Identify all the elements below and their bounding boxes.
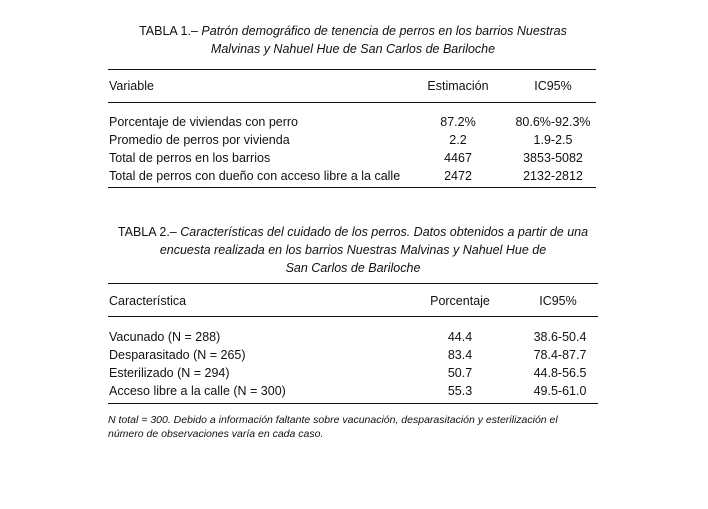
table2-header-rule: [108, 316, 598, 317]
table2-header-caracteristica: Característica: [109, 294, 187, 308]
table1-row3-ci: 3853-5082: [523, 151, 583, 165]
table2-bottom-rule: [108, 403, 598, 404]
table2-caption-lead: TABLA 2.–: [117, 225, 177, 239]
table1-row4-ci: 2132-2812: [523, 169, 583, 183]
table1-row2-value: 2.2: [449, 133, 467, 147]
table2-caption: [106, 223, 600, 277]
table1-top-rule: [108, 69, 596, 70]
table1-row1-ci: 80.6%-92.3%: [515, 115, 591, 129]
table1-row4-value: 2472: [444, 169, 472, 183]
table2-row1-ci: 38.6-50.4: [533, 330, 587, 344]
table2-header-porcentaje: Porcentaje: [430, 294, 490, 308]
table1-row2-label: Promedio de perros por vivienda: [109, 133, 290, 147]
table2-row3-ci: 44.8-56.5: [533, 366, 587, 380]
table2-row4-ci: 49.5-61.0: [533, 384, 587, 398]
table1-row1-label: Porcentaje de viviendas con perro: [109, 115, 299, 129]
table1-header-ic95: IC95%: [534, 79, 572, 93]
table2-header-ic95: IC95%: [539, 294, 577, 308]
table1-caption-line2: Malvinas y Nahuel Hue de San Carlos de Bariloche: [210, 42, 496, 56]
table2-caption-line2: encuesta realizada en los barrios Nuestras Malvinas y Nahuel Hue de: [159, 243, 547, 257]
table2-row4-label: Acceso libre a la calle (N = 300): [109, 384, 286, 398]
table1-bottom-rule: [108, 187, 596, 188]
table1-caption: [108, 22, 598, 58]
table2-row2-value: 83.4: [447, 348, 473, 362]
table1-caption-lead: TABLA 1.–: [139, 24, 198, 38]
table2-row1-label: Vacunado (N = 288): [109, 330, 221, 344]
table2-footnote: [108, 413, 604, 441]
table2-footnote-line1: N total = 300. Debido a información faltante sobre vacunación, desparasitación y esterilización el: [108, 414, 558, 426]
table2-top-rule: [108, 283, 598, 284]
table2-caption-line1: TABLA 2.– Características del cuidado de los perros. Datos obtenidos a partir de una: [117, 225, 589, 239]
table2-row2-ci: 78.4-87.7: [533, 348, 587, 362]
table1-row2-ci: 1.9-2.5: [533, 133, 573, 147]
table1-header-rule: [108, 102, 596, 103]
table1-caption-line1: TABLA 1.– Patrón demográfico de tenencia de perros en los barrios Nuestras: [139, 24, 567, 38]
table1-row4-label: Total de perros con dueño con acceso libre a la calle: [109, 169, 401, 183]
table2-footnote-line2: número de observaciones varía en cada caso.: [108, 428, 324, 440]
table1-header-variable: Variable: [109, 79, 154, 93]
table2-row3-value: 50.7: [447, 366, 473, 380]
table1-row3-value: 4467: [444, 151, 472, 165]
table1-header-estimacion: Estimación: [427, 79, 489, 93]
table2-row1-value: 44.4: [447, 330, 473, 344]
table2-row3-label: Esterilizado (N = 294): [109, 366, 230, 380]
table2-row4-value: 55.3: [447, 384, 473, 398]
table2-caption-line3: San Carlos de Bariloche: [285, 261, 421, 275]
table2-row2-label: Desparasitado (N = 265): [109, 348, 246, 362]
table1-row1-value: 87.2%: [440, 115, 476, 129]
table1-row3-label: Total de perros en los barrios: [109, 151, 271, 165]
